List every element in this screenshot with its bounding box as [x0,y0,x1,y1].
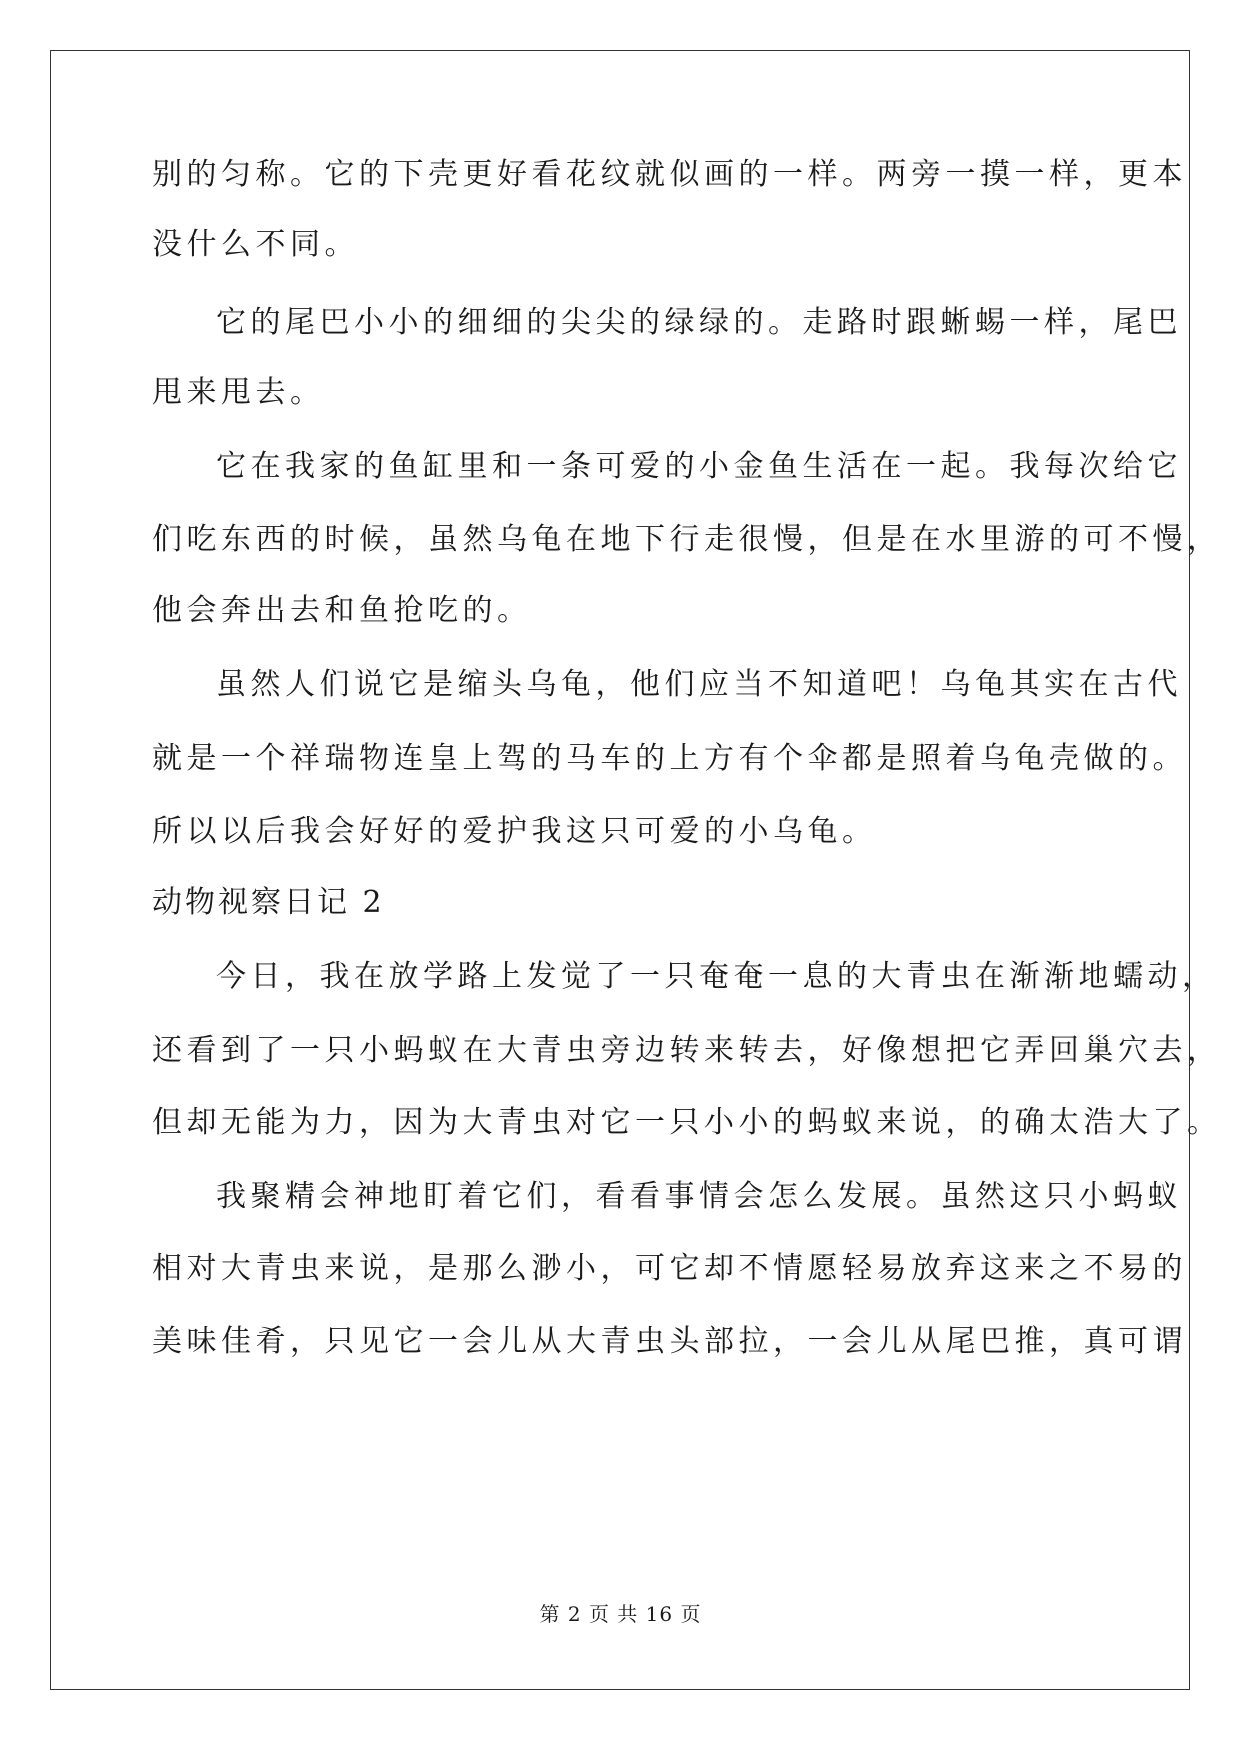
text-line: 美味佳肴，只见它一会儿从大青虫头部拉，一会儿从尾巴推，真可谓 [152,1324,1187,1359]
text-line: 还看到了一只小蚂蚁在大青虫旁边转来转去，好像想把它弄回巢穴去， [152,1033,1222,1068]
text-line: 们吃东西的时候，虽然乌龟在地下行走很慢，但是在水里游的可不慢， [152,522,1222,557]
text-line: 但却无能为力，因为大青虫对它一只小小的蚂蚁来说，的确太浩大了。 [152,1105,1222,1140]
page-border [50,50,1190,1690]
text-line: 他会奔出去和鱼抢吃的。 [152,593,532,628]
paragraph-start-line: 我聚精会神地盯着它们，看看事情会怎么发展。虽然这只小蚂蚁 [216,1179,1182,1214]
paragraph-start-line: 它的尾巴小小的细细的尖尖的绿绿的。走路时跟蜥蜴一样，尾巴 [216,305,1182,340]
text-line: 没什么不同。 [152,227,359,262]
section-heading: 动物视察日记 2 [152,885,385,920]
page-number-footer: 第 2 页 共 16 页 [539,1602,702,1626]
paragraph-start-line: 虽然人们说它是缩头乌龟，他们应当不知道吧！乌龟其实在古代 [216,667,1182,702]
text-line: 别的匀称。它的下壳更好看花纹就似画的一样。两旁一摸一样，更本 [152,157,1187,192]
text-line: 就是一个祥瑞物连皇上驾的马车的上方有个伞都是照着乌龟壳做的。 [152,741,1187,776]
text-line: 相对大青虫来说，是那么渺小，可它却不情愿轻易放弃这来之不易的 [152,1251,1187,1286]
text-line: 甩来甩去。 [152,375,325,410]
paragraph-start-line: 今日，我在放学路上发觉了一只奄奄一息的大青虫在渐渐地蠕动， [216,959,1217,994]
paragraph-start-line: 它在我家的鱼缸里和一条可爱的小金鱼生活在一起。我每次给它 [216,449,1182,484]
text-line: 所以以后我会好好的爱护我这只可爱的小乌龟。 [152,814,877,849]
